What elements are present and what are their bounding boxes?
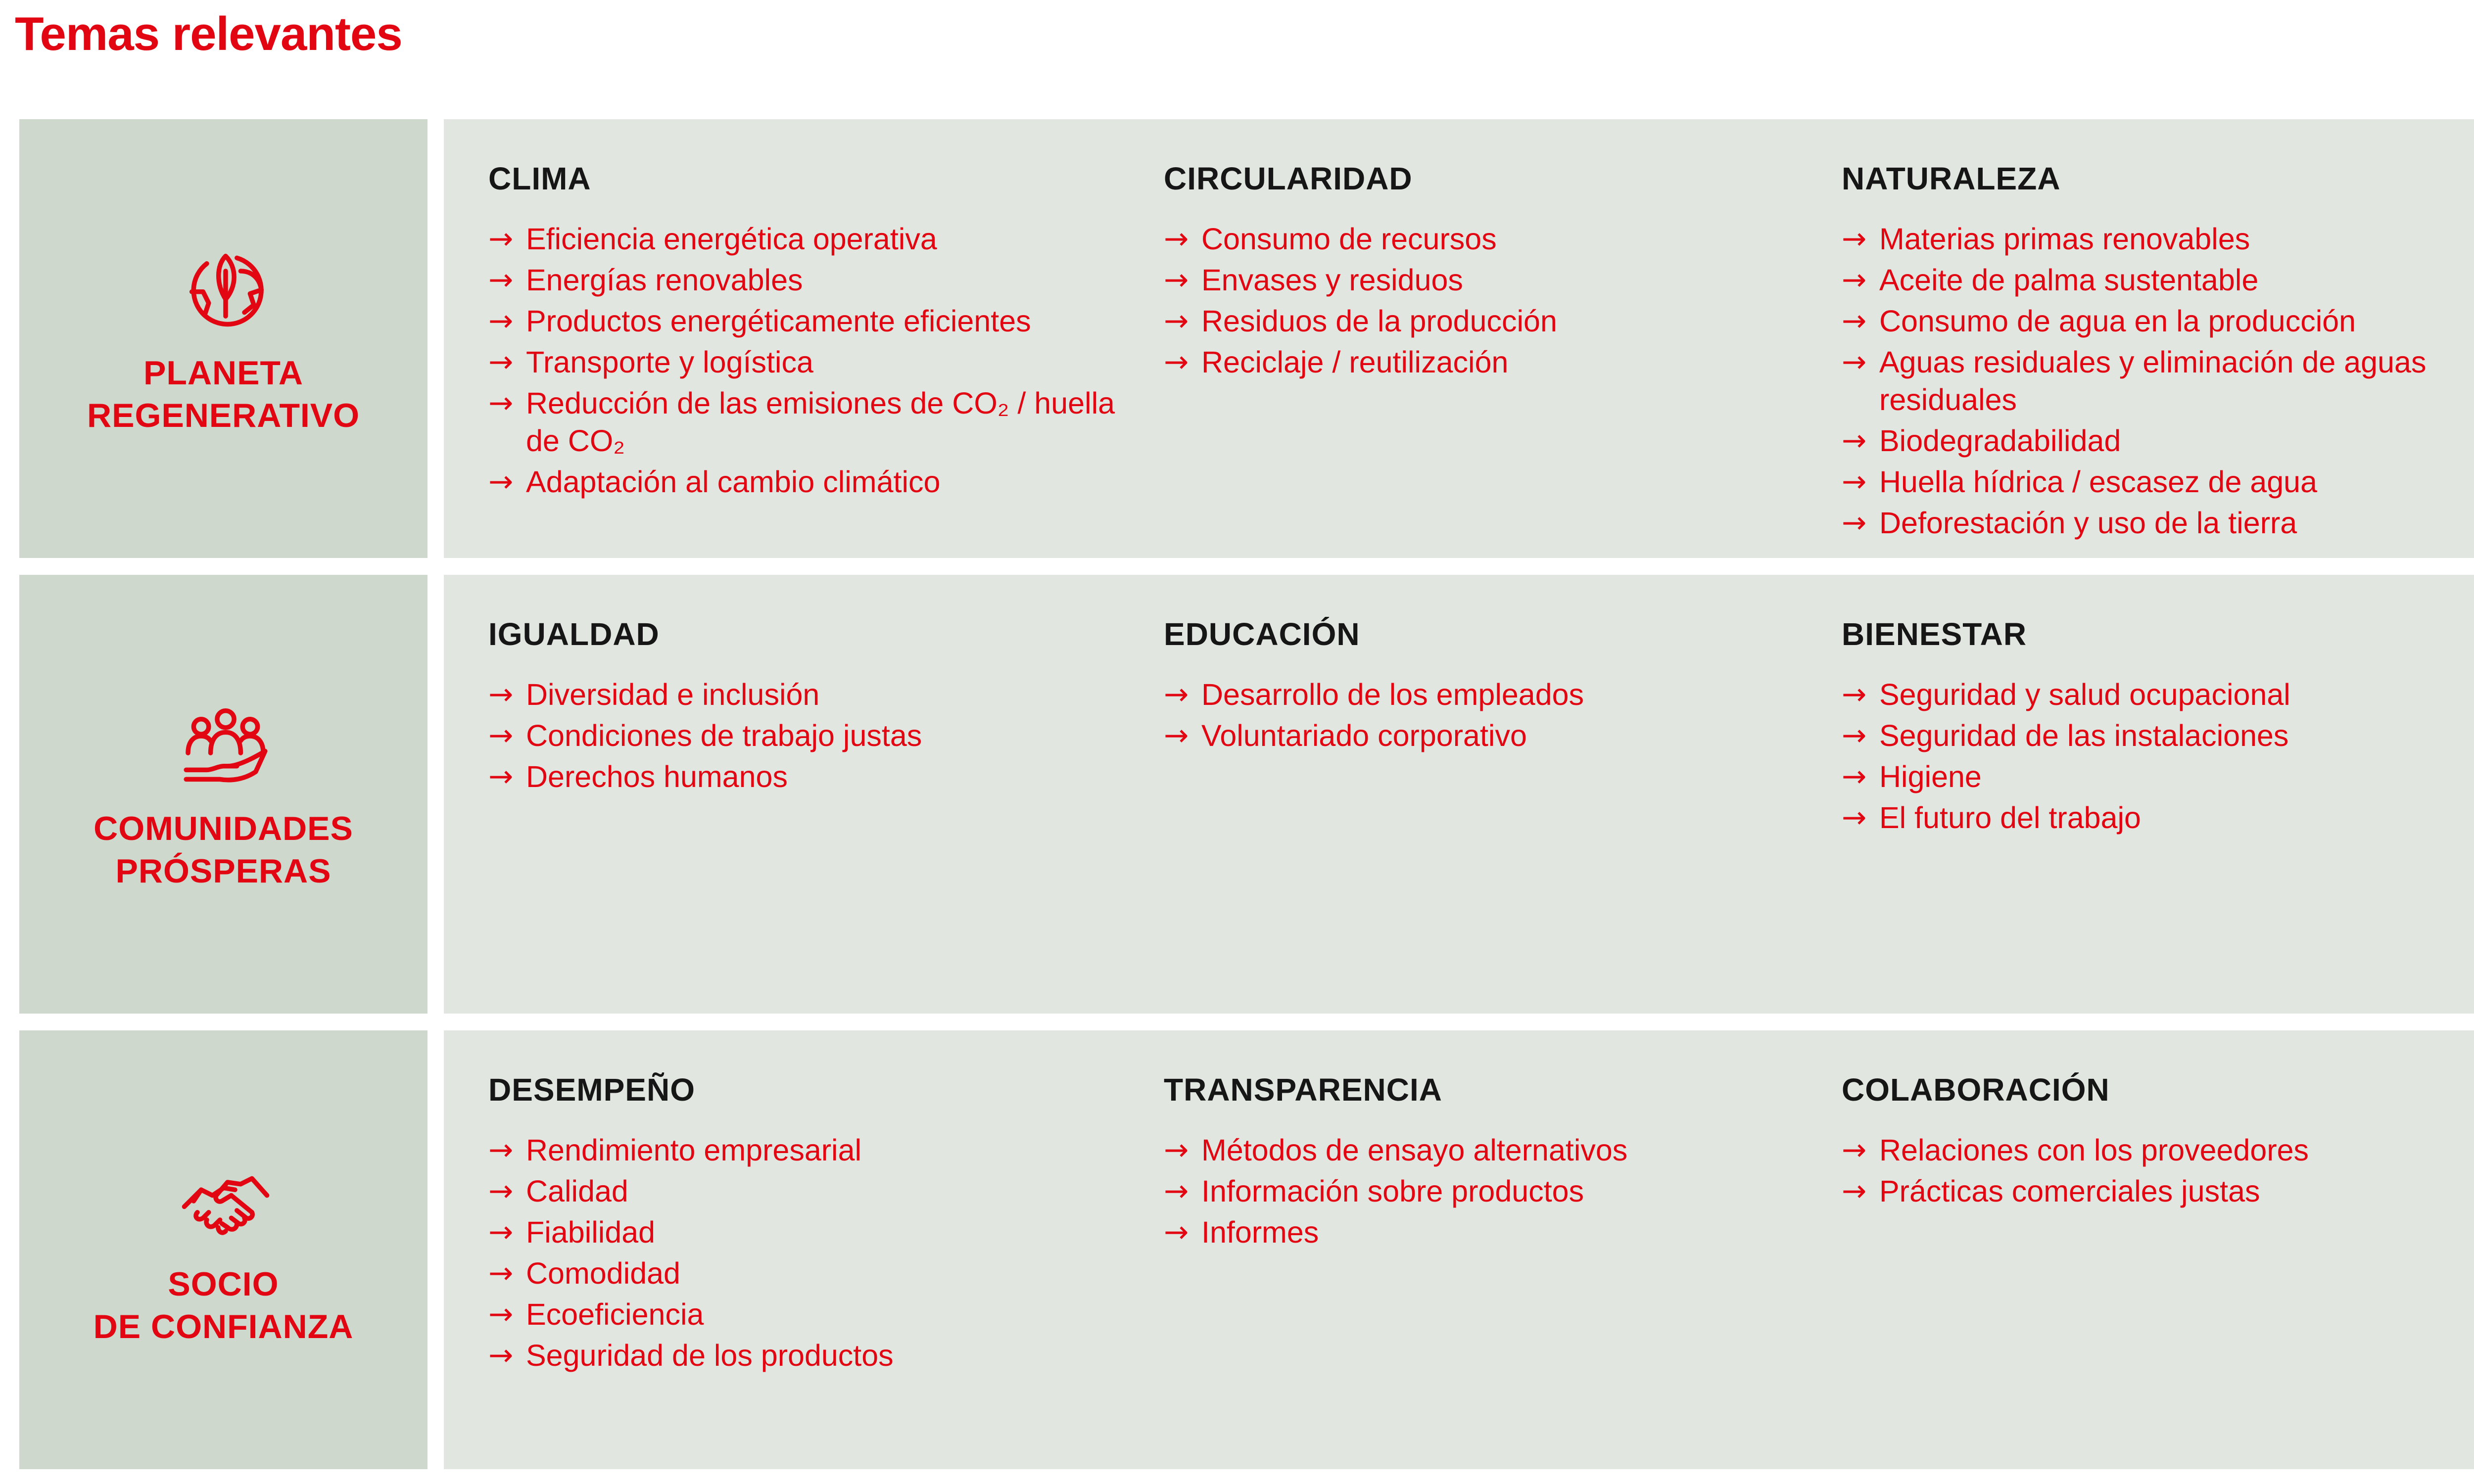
- arrow-right-icon: →: [1842, 677, 1867, 712]
- arrow-right-icon: →: [1164, 1133, 1189, 1167]
- arrow-right-icon: →: [488, 464, 514, 499]
- list-item: [488, 1172, 1151, 1210]
- arrow-right-icon: →: [1842, 1133, 1867, 1167]
- pillar-label-line: SOCIO: [168, 1265, 279, 1303]
- list-item-text: Seguridad de las instalaciones: [1879, 719, 2289, 752]
- arrow-right-icon: →: [1842, 263, 1867, 297]
- list-item: [1842, 717, 2474, 754]
- arrow-right-icon: →: [1842, 506, 1867, 540]
- arrow-right-icon: →: [488, 1256, 514, 1291]
- list-item: [1164, 717, 1827, 754]
- arrow-right-icon: →: [1164, 718, 1189, 753]
- pillar-label: [19, 352, 428, 437]
- topic-column-naturaleza: [1842, 159, 2474, 545]
- list-item: [1164, 220, 1827, 258]
- list-item: [1842, 422, 2474, 460]
- list-item: [488, 1131, 1151, 1169]
- list-item-text: Aceite de palma sustentable: [1879, 263, 2259, 297]
- pillar-panel: [19, 575, 428, 1014]
- list-item-text: Información sobre productos: [1201, 1174, 1584, 1208]
- list-item: [1842, 1131, 2474, 1169]
- globe-leaf-icon: [179, 243, 273, 337]
- arrow-right-icon: →: [488, 1174, 514, 1208]
- pillar-panel: [19, 1030, 428, 1469]
- pillar-label-line: PLANETA: [143, 354, 304, 392]
- list-item: [488, 1213, 1151, 1251]
- arrow-right-icon: →: [488, 718, 514, 753]
- pillar-label: [19, 807, 428, 892]
- pillar-label: [19, 1263, 428, 1348]
- list-item-text: Calidad: [526, 1174, 628, 1208]
- arrow-right-icon: →: [1164, 677, 1189, 712]
- list-item: [1842, 676, 2474, 713]
- list-item: [1842, 504, 2474, 542]
- list-item-text: Seguridad y salud ocupacional: [1879, 678, 2290, 711]
- topics-panel: [444, 575, 2474, 1014]
- list-item-text: Envases y residuos: [1201, 263, 1463, 297]
- list-item-text: Biodegradabilidad: [1879, 424, 2121, 458]
- list-item: [488, 220, 1151, 258]
- pillar-panel: [19, 119, 428, 558]
- arrow-right-icon: →: [488, 1297, 514, 1332]
- arrow-right-icon: →: [1842, 759, 1867, 794]
- arrow-right-icon: →: [1164, 222, 1189, 256]
- list-item: [488, 717, 1151, 754]
- topic-heading: COLABORACIÓN: [1842, 1072, 2110, 1108]
- arrow-right-icon: →: [1842, 345, 1867, 379]
- list-item: [1842, 1172, 2474, 1210]
- topic-column-igualdad: [488, 614, 1151, 799]
- list-item-text: El futuro del trabajo: [1879, 801, 2141, 835]
- arrow-right-icon: →: [1842, 464, 1867, 499]
- list-item: [1842, 261, 2474, 299]
- list-item-text: Reducción de las emisiones de CO₂ / huella de CO₂: [526, 386, 1115, 458]
- list-item-text: Aguas residuales y eliminación de aguas residuales: [1879, 345, 2426, 417]
- list-item-text: Deforestación y uso de la tierra: [1879, 506, 2297, 540]
- community-hand-icon: [179, 698, 273, 792]
- pillar-label-line: PRÓSPERAS: [115, 852, 332, 890]
- pillar-row-comunidades-prosperas: [19, 575, 2474, 1014]
- pillar-label-line: DE CONFIANZA: [93, 1308, 354, 1345]
- arrow-right-icon: →: [488, 759, 514, 794]
- list-item: [488, 1254, 1151, 1292]
- topic-column-bienestar: [1842, 614, 2474, 840]
- list-item-text: Higiene: [1879, 760, 1982, 793]
- list-item: [1842, 302, 2474, 340]
- arrow-right-icon: →: [1164, 345, 1189, 379]
- list-item: [1164, 261, 1827, 299]
- topic-heading: EDUCACIÓN: [1164, 616, 1360, 652]
- list-item: [488, 676, 1151, 713]
- list-item: [1164, 676, 1827, 713]
- list-item-text: Residuos de la producción: [1201, 304, 1557, 338]
- list-item: [488, 343, 1151, 381]
- list-item-text: Consumo de recursos: [1201, 222, 1497, 256]
- arrow-right-icon: →: [1164, 304, 1189, 338]
- list-item-text: Rendimiento empresarial: [526, 1133, 862, 1167]
- list-item-text: Materias primas renovables: [1879, 222, 2250, 256]
- list-item: [1164, 1213, 1827, 1251]
- list-item: [1164, 1131, 1827, 1169]
- list-item: [1842, 343, 2474, 418]
- list-item: [488, 463, 1151, 501]
- list-item: [488, 384, 1151, 460]
- pillar-row-socio-de-confianza: [19, 1030, 2474, 1469]
- page-title: Temas relevantes: [15, 7, 402, 60]
- list-item-text: Reciclaje / reutilización: [1201, 345, 1509, 379]
- list-item-text: Condiciones de trabajo justas: [526, 719, 922, 752]
- topic-column-circularidad: [1164, 159, 1827, 384]
- list-item-text: Consumo de agua en la producción: [1879, 304, 2356, 338]
- list-item-text: Seguridad de los productos: [526, 1339, 894, 1372]
- arrow-right-icon: →: [1842, 423, 1867, 458]
- arrow-right-icon: →: [1842, 800, 1867, 835]
- arrow-right-icon: →: [488, 263, 514, 297]
- list-item: [1842, 799, 2474, 836]
- topic-column-educacion: [1164, 614, 1827, 758]
- topic-heading: DESEMPEÑO: [488, 1072, 695, 1108]
- list-item: [1842, 463, 2474, 501]
- list-item: [488, 1296, 1151, 1333]
- list-item: [1164, 302, 1827, 340]
- arrow-right-icon: →: [1842, 718, 1867, 753]
- arrow-right-icon: →: [1842, 1174, 1867, 1208]
- arrow-right-icon: →: [1164, 1215, 1189, 1250]
- list-item-text: Voluntariado corporativo: [1201, 719, 1527, 752]
- list-item: [1164, 1172, 1827, 1210]
- list-item-text: Fiabilidad: [526, 1215, 656, 1249]
- list-item: [1164, 343, 1827, 381]
- topics-panel: [444, 119, 2474, 558]
- arrow-right-icon: →: [1842, 222, 1867, 256]
- list-item-text: Eficiencia energética operativa: [526, 222, 937, 256]
- list-item-text: Relaciones con los proveedores: [1879, 1133, 2309, 1167]
- list-item-text: Prácticas comerciales justas: [1879, 1174, 2260, 1208]
- arrow-right-icon: →: [488, 304, 514, 338]
- arrow-right-icon: →: [488, 222, 514, 256]
- list-item: [1842, 758, 2474, 795]
- topic-column-clima: [488, 159, 1151, 504]
- topic-heading: TRANSPARENCIA: [1164, 1072, 1442, 1108]
- pillar-label-line: REGENERATIVO: [87, 397, 360, 434]
- list-item: [488, 1337, 1151, 1374]
- list-item: [488, 261, 1151, 299]
- list-item-text: Huella hídrica / escasez de agua: [1879, 465, 2318, 499]
- list-item-text: Ecoeficiencia: [526, 1298, 704, 1331]
- list-item-text: Productos energéticamente eficientes: [526, 304, 1031, 338]
- topic-heading: CLIMA: [488, 161, 591, 196]
- arrow-right-icon: →: [488, 1338, 514, 1373]
- arrow-right-icon: →: [1842, 304, 1867, 338]
- list-item: [1842, 220, 2474, 258]
- topics-panel: [444, 1030, 2474, 1469]
- topic-heading: CIRCULARIDAD: [1164, 161, 1413, 196]
- list-item-text: Transporte y logística: [526, 345, 813, 379]
- list-item: [488, 758, 1151, 795]
- arrow-right-icon: →: [488, 677, 514, 712]
- pillar-row-planeta-regenerativo: [19, 119, 2474, 558]
- list-item-text: Comodidad: [526, 1256, 680, 1290]
- arrow-right-icon: →: [488, 1133, 514, 1167]
- topic-heading: NATURALEZA: [1842, 161, 2061, 196]
- list-item-text: Desarrollo de los empleados: [1201, 678, 1584, 711]
- arrow-right-icon: →: [1164, 1174, 1189, 1208]
- arrow-right-icon: →: [488, 386, 514, 420]
- list-item-text: Energías renovables: [526, 263, 803, 297]
- list-item-text: Derechos humanos: [526, 760, 788, 793]
- arrow-right-icon: →: [1164, 263, 1189, 297]
- topic-column-desempeno: [488, 1070, 1151, 1378]
- arrow-right-icon: →: [488, 345, 514, 379]
- list-item-text: Informes: [1201, 1215, 1319, 1249]
- list-item: [488, 302, 1151, 340]
- list-item-text: Métodos de ensayo alternativos: [1201, 1133, 1628, 1167]
- topic-heading: BIENESTAR: [1842, 616, 2027, 652]
- handshake-icon: [179, 1154, 273, 1248]
- topic-heading: IGUALDAD: [488, 616, 660, 652]
- arrow-right-icon: →: [488, 1215, 514, 1250]
- topic-column-transparencia: [1164, 1070, 1827, 1254]
- topic-column-colaboracion: [1842, 1070, 2474, 1213]
- pillar-label-line: COMUNIDADES: [94, 810, 353, 847]
- list-item-text: Adaptación al cambio climático: [526, 465, 941, 499]
- list-item-text: Diversidad e inclusión: [526, 678, 820, 711]
